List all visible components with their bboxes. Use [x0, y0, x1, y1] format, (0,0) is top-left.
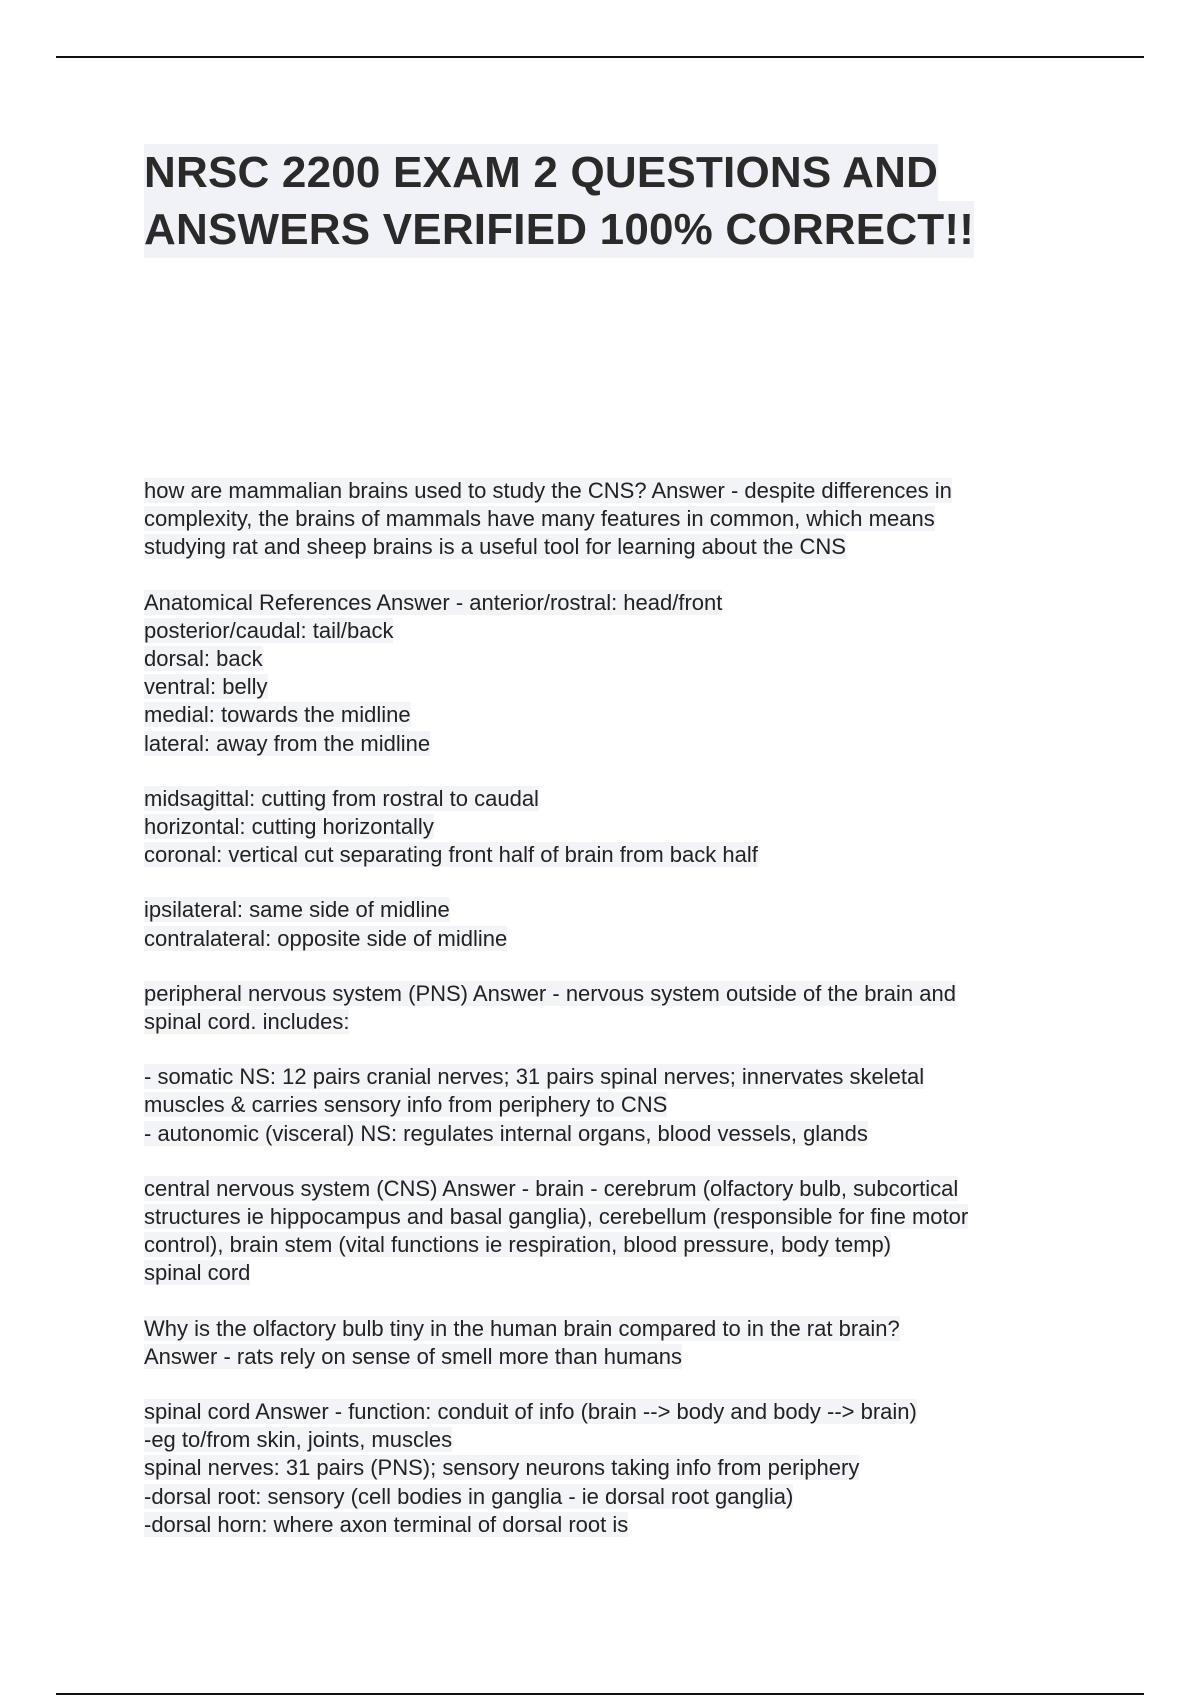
- text-line: spinal cord: [144, 1260, 251, 1286]
- text-line: complexity, the brains of mammals have many features in common, which means: [144, 506, 935, 532]
- text-line: how are mammalian brains used to study the CNS? Answer - despite differences in: [144, 478, 952, 503]
- text-line: peripheral nervous system (PNS) Answer - nervous system outside of the brain and: [144, 980, 956, 1006]
- text-line: horizontal: cutting horizontally: [144, 814, 434, 840]
- qa-entry: [144, 785, 1064, 870]
- qa-entry: [144, 1063, 1064, 1148]
- text-line: dorsal: back: [144, 646, 263, 672]
- text-line: ventral: belly: [144, 674, 268, 700]
- footer-rule: [56, 1693, 1144, 1695]
- text-line: Answer - rats rely on sense of smell more than humans: [144, 1343, 683, 1369]
- qa-entry: [144, 589, 1064, 758]
- text-line: medial: towards the midline: [144, 702, 411, 728]
- text-line: -dorsal horn: where axon terminal of dorsal root is: [144, 1511, 629, 1537]
- text-line: studying rat and sheep brains is a useful tool for learning about the CNS: [144, 534, 846, 560]
- title-line: ANSWERS VERIFIED 100% CORRECT!!: [144, 201, 1044, 258]
- text-line: spinal cord. includes:: [144, 1009, 350, 1035]
- text-line: spinal nerves: 31 pairs (PNS); sensory neurons taking info from periphery: [144, 1455, 860, 1481]
- text-line: midsagittal: cutting from rostral to caudal: [144, 785, 539, 811]
- text-line: coronal: vertical cut separating front half of brain from back half: [144, 842, 758, 868]
- qa-entry: [144, 1315, 1064, 1371]
- qa-entry: [144, 1175, 1064, 1288]
- text-line: -eg to/from skin, joints, muscles: [144, 1427, 453, 1453]
- text-line: muscles & carries sensory info from periphery to CNS: [144, 1092, 668, 1118]
- qa-entry: [144, 1398, 1064, 1539]
- header-rule: [56, 56, 1144, 58]
- text-line: - somatic NS: 12 pairs cranial nerves; 31 pairs spinal nerves; innervates skeletal: [144, 1064, 925, 1090]
- text-line: Why is the olfactory bulb tiny in the human brain compared to in the rat brain?: [144, 1315, 900, 1341]
- document-title: [144, 144, 1044, 258]
- text-line: contralateral: opposite side of midline: [144, 925, 508, 951]
- text-line: control), brain stem (vital functions ie respiration, blood pressure, body temp): [144, 1232, 892, 1258]
- text-line: central nervous system (CNS) Answer - brain - cerebrum (olfactory bulb, subcortical: [144, 1175, 959, 1201]
- text-line: - autonomic (visceral) NS: regulates internal organs, blood vessels, glands: [144, 1120, 868, 1146]
- document-body: [144, 477, 1064, 1566]
- text-line: Anatomical References Answer - anterior/rostral: head/front: [144, 589, 723, 615]
- qa-entry: [144, 477, 1064, 562]
- qa-entry: [144, 980, 1064, 1036]
- text-line: ipsilateral: same side of midline: [144, 897, 450, 923]
- title-line: NRSC 2200 EXAM 2 QUESTIONS AND: [144, 144, 1044, 201]
- text-line: lateral: away from the midline: [144, 730, 431, 756]
- text-line: posterior/caudal: tail/back: [144, 617, 394, 643]
- qa-entry: [144, 896, 1064, 952]
- text-line: -dorsal root: sensory (cell bodies in ganglia - ie dorsal root ganglia): [144, 1483, 794, 1509]
- text-line: structures ie hippocampus and basal ganglia), cerebellum (responsible for fine motor: [144, 1204, 969, 1230]
- text-line: spinal cord Answer - function: conduit of info (brain --> body and body --> brain): [144, 1399, 917, 1425]
